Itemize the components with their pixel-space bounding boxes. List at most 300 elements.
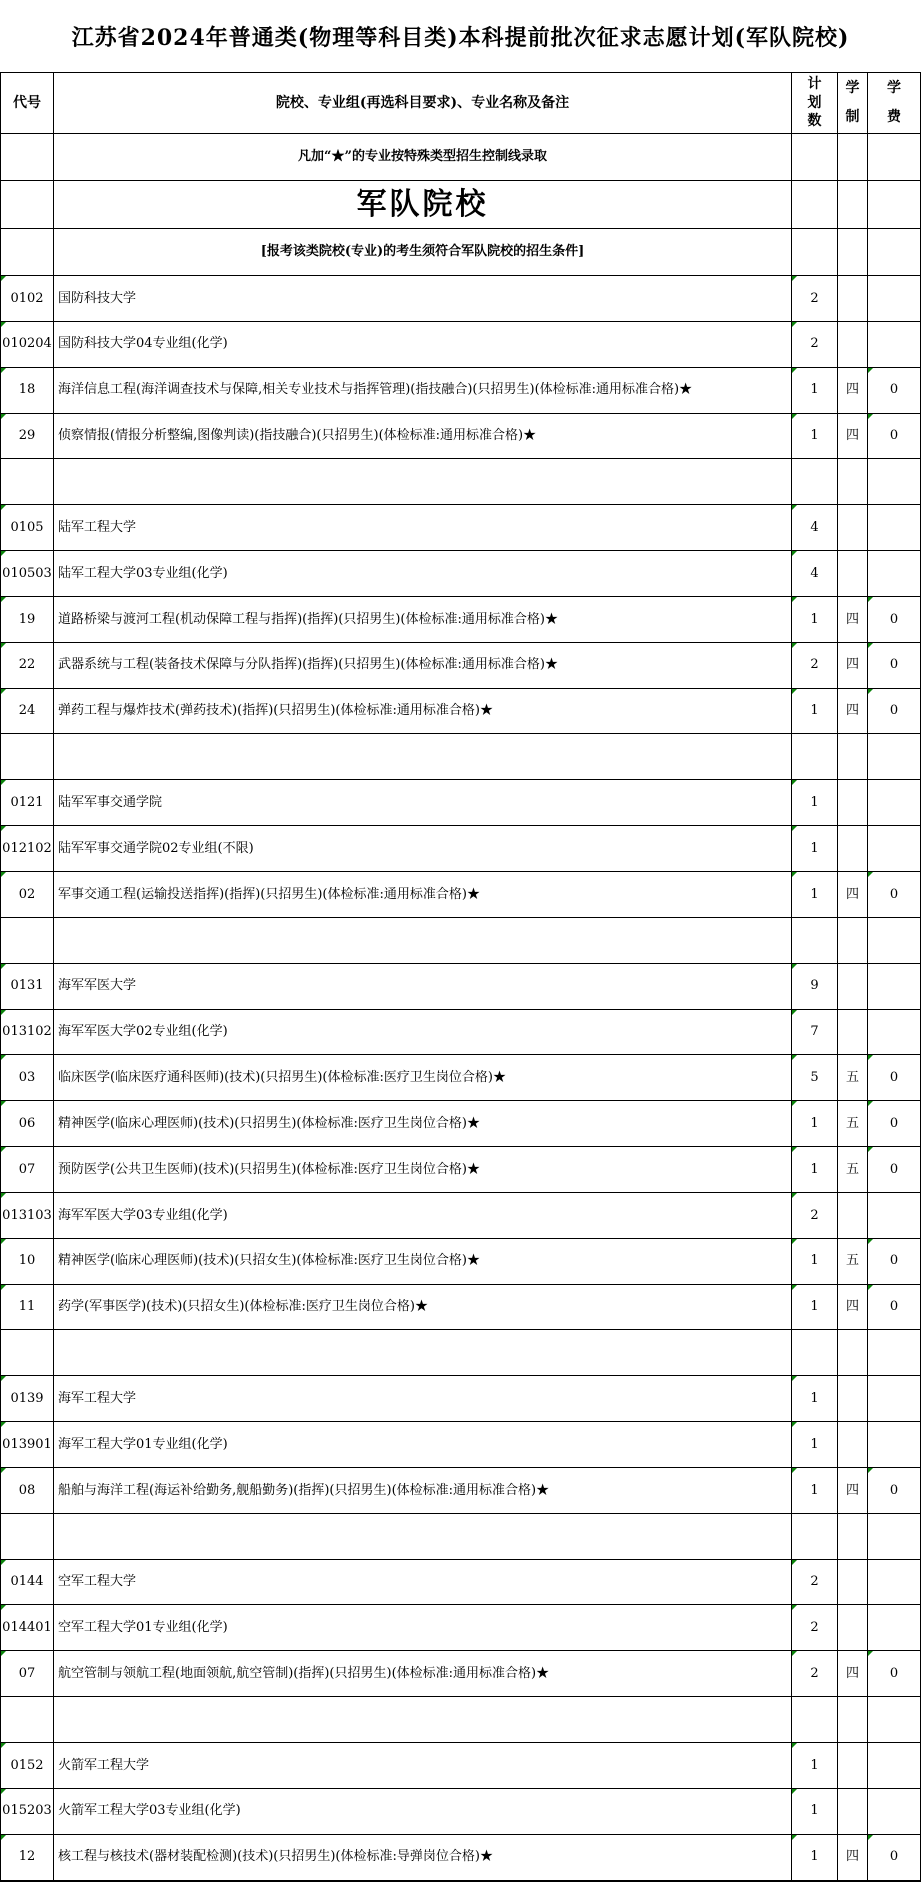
excel-flag-icon	[868, 872, 873, 877]
excel-flag-icon	[1, 1239, 6, 1244]
excel-flag-icon	[792, 1101, 797, 1106]
plan-count-text: 2	[810, 1574, 819, 1590]
major-cell	[54, 505, 792, 550]
duration-cell	[838, 181, 868, 228]
excel-flag-icon	[792, 322, 797, 327]
plan-cell	[792, 414, 838, 459]
table-row	[1, 1789, 920, 1835]
tuition-cell	[868, 414, 920, 459]
plan-count-text: 1	[810, 1803, 819, 1819]
duration-cell	[838, 1010, 868, 1055]
code-cell	[1, 1468, 54, 1513]
plan-cell	[792, 1055, 838, 1100]
code-text: 0139	[10, 1390, 44, 1406]
code-cell	[1, 918, 54, 963]
excel-flag-icon	[792, 1651, 797, 1656]
duration-cell	[838, 368, 868, 413]
plan-count-text: 4	[810, 565, 819, 581]
table-row	[1, 368, 920, 414]
major-cell	[54, 1422, 792, 1467]
table-row	[1, 322, 920, 368]
major-cell	[54, 780, 792, 825]
excel-flag-icon	[792, 1376, 797, 1381]
major-cell	[54, 1697, 792, 1742]
major-cell	[54, 689, 792, 734]
tuition-cell	[868, 826, 920, 871]
excel-flag-icon	[792, 1239, 797, 1244]
excel-flag-icon	[868, 597, 873, 602]
code-cell	[1, 1376, 54, 1421]
plan-count-text: 1	[810, 611, 819, 627]
excel-flag-icon	[868, 1055, 873, 1060]
plan-count-text: 5	[810, 1069, 819, 1085]
excel-flag-icon	[1, 1743, 6, 1748]
major-cell	[54, 229, 792, 275]
excel-flag-icon	[1, 872, 6, 877]
table-row	[1, 1055, 920, 1101]
excel-flag-icon	[792, 276, 797, 281]
code-text: 22	[18, 657, 36, 673]
major-text: 海军工程大学01专业组(化学)	[58, 1436, 228, 1452]
code-cell	[1, 1010, 54, 1055]
code-text: 19	[18, 611, 36, 627]
major-cell	[54, 181, 792, 228]
excel-flag-icon	[1, 826, 6, 831]
table-row	[1, 872, 920, 918]
code-text: 010204	[2, 336, 52, 352]
table-row	[1, 414, 920, 460]
excel-flag-icon	[792, 1789, 797, 1794]
major-text: 预防医学(公共卫生医师)(技术)(只招男生)(体检标准:医疗卫生岗位合格)★	[58, 1161, 480, 1177]
excel-flag-icon	[1, 1422, 6, 1427]
excel-flag-icon	[792, 1010, 797, 1015]
excel-flag-icon	[792, 1835, 797, 1840]
code-text: 0102	[10, 290, 44, 306]
excel-flag-icon	[792, 597, 797, 602]
code-text: 0105	[10, 519, 44, 535]
duration-cell	[838, 1789, 868, 1834]
excel-flag-icon	[868, 643, 873, 648]
tuition-cell	[868, 1835, 920, 1880]
major-cell	[54, 1468, 792, 1513]
excel-flag-icon	[868, 1651, 873, 1656]
major-cell	[54, 414, 792, 459]
empty-row	[1, 734, 920, 780]
tuition-text: 0	[889, 382, 899, 398]
excel-flag-icon	[1, 1193, 6, 1198]
plan-cell	[792, 1422, 838, 1467]
code-cell	[1, 181, 54, 228]
excel-flag-icon	[792, 1422, 797, 1427]
table-row	[1, 551, 920, 597]
plan-cell	[792, 322, 838, 367]
excel-flag-icon	[792, 780, 797, 785]
table-row	[1, 505, 920, 551]
code-cell	[1, 276, 54, 321]
condition-note-row	[1, 229, 920, 276]
tuition-cell	[868, 276, 920, 321]
duration-cell	[838, 459, 868, 504]
excel-flag-icon	[792, 872, 797, 877]
major-cell	[54, 368, 792, 413]
code-cell	[1, 1101, 54, 1146]
duration-cell	[838, 1376, 868, 1421]
plan-cell	[792, 643, 838, 688]
code-text: 010503	[2, 565, 52, 581]
excel-flag-icon	[792, 689, 797, 694]
code-text: 08	[18, 1482, 36, 1498]
code-text: 06	[18, 1115, 36, 1131]
table-row	[1, 1560, 920, 1606]
duration-cell	[838, 1422, 868, 1467]
excel-flag-icon	[1, 1101, 6, 1106]
plan-table	[0, 72, 921, 1882]
code-cell	[1, 689, 54, 734]
plan-cell	[792, 134, 838, 180]
tuition-cell	[868, 322, 920, 367]
table-row	[1, 780, 920, 826]
empty-row	[1, 918, 920, 964]
excel-flag-icon	[1, 1789, 6, 1794]
header-code-label: 代号	[13, 94, 41, 111]
table-row	[1, 1285, 920, 1331]
duration-text: 五	[845, 1253, 859, 1269]
plan-count-text: 1	[810, 1253, 819, 1269]
plan-count-text: 1	[810, 1436, 819, 1452]
plan-cell	[792, 1789, 838, 1834]
duration-cell	[838, 826, 868, 871]
duration-cell	[838, 780, 868, 825]
excel-flag-icon	[792, 1605, 797, 1610]
tuition-cell	[868, 1560, 920, 1605]
empty-row	[1, 1697, 920, 1743]
table-row	[1, 1101, 920, 1147]
header-tuition-label: 学费	[887, 80, 901, 125]
major-cell	[54, 1239, 792, 1284]
tuition-cell	[868, 505, 920, 550]
duration-text: 四	[845, 1665, 859, 1681]
major-cell	[54, 1330, 792, 1375]
code-cell	[1, 1422, 54, 1467]
major-text: 临床医学(临床医疗通科医师)(技术)(只招男生)(体检标准:医疗卫生岗位合格)★	[58, 1069, 506, 1085]
duration-cell	[838, 414, 868, 459]
code-text: 07	[18, 1665, 36, 1681]
major-text: 海洋信息工程(海洋调查技术与保障,相关专业技术与指挥管理)(指技融合)(只招男生)(体检标准:通用标准合格)★	[58, 382, 693, 398]
plan-count-text: 2	[810, 1620, 819, 1636]
tuition-text: 0	[889, 886, 899, 902]
code-text: 24	[18, 703, 36, 719]
header-plan-label: 计划数	[807, 75, 822, 130]
table-row	[1, 1010, 920, 1056]
tuition-text: 0	[889, 1161, 899, 1177]
plan-cell	[792, 964, 838, 1009]
tuition-cell	[868, 1330, 920, 1375]
excel-flag-icon	[868, 1468, 873, 1473]
code-text: 12	[18, 1849, 36, 1865]
section-title-text: 军队院校	[356, 186, 489, 222]
major-cell	[54, 597, 792, 642]
code-text: 013103	[2, 1207, 52, 1223]
code-cell	[1, 597, 54, 642]
tuition-cell	[868, 643, 920, 688]
excel-flag-icon	[1, 368, 6, 373]
excel-flag-icon	[1, 1560, 6, 1565]
major-text: 精神医学(临床心理医师)(技术)(只招女生)(体检标准:医疗卫生岗位合格)★	[58, 1253, 480, 1269]
major-cell	[54, 459, 792, 504]
code-cell	[1, 1055, 54, 1100]
plan-count-text: 2	[810, 336, 819, 352]
excel-flag-icon	[868, 689, 873, 694]
tuition-cell	[868, 1285, 920, 1330]
excel-flag-icon	[1, 643, 6, 648]
code-cell	[1, 872, 54, 917]
tuition-cell	[868, 1147, 920, 1192]
duration-cell	[838, 1835, 868, 1880]
excel-flag-icon	[792, 826, 797, 831]
star-rule-text: 凡加“★”的专业按特殊类型招生控制线录取	[298, 149, 547, 165]
excel-flag-icon	[1, 964, 6, 969]
excel-flag-icon	[792, 1147, 797, 1152]
header-tuition-cell	[868, 73, 920, 133]
code-cell	[1, 1697, 54, 1742]
plan-count-text: 1	[810, 703, 819, 719]
table-row	[1, 1376, 920, 1422]
duration-cell	[838, 643, 868, 688]
table-row	[1, 643, 920, 689]
major-text: 火箭军工程大学03专业组(化学)	[58, 1803, 241, 1819]
table-row	[1, 1743, 920, 1789]
plan-cell	[792, 181, 838, 228]
major-text: 国防科技大学04专业组(化学)	[58, 336, 228, 352]
excel-flag-icon	[1, 689, 6, 694]
code-cell	[1, 1147, 54, 1192]
major-cell	[54, 1743, 792, 1788]
excel-flag-icon	[1, 414, 6, 419]
tuition-cell	[868, 134, 920, 180]
excel-flag-icon	[1, 780, 6, 785]
code-cell	[1, 229, 54, 275]
code-cell	[1, 1651, 54, 1696]
duration-text: 四	[845, 886, 859, 902]
code-cell	[1, 1330, 54, 1375]
table-header-row	[1, 73, 920, 134]
table-row	[1, 1468, 920, 1514]
plan-count-text: 9	[810, 978, 819, 994]
major-cell	[54, 134, 792, 180]
duration-cell	[838, 872, 868, 917]
duration-cell	[838, 1147, 868, 1192]
duration-cell	[838, 1697, 868, 1742]
plan-count-text: 2	[810, 657, 819, 673]
plan-count-text: 1	[810, 1849, 819, 1865]
tuition-cell	[868, 689, 920, 734]
code-cell	[1, 734, 54, 779]
major-cell	[54, 1560, 792, 1605]
plan-cell	[792, 459, 838, 504]
major-text: 道路桥梁与渡河工程(机动保障工程与指挥)(指挥)(只招男生)(体检标准:通用标准合格)★	[58, 611, 558, 627]
tuition-cell	[868, 181, 920, 228]
code-cell	[1, 1743, 54, 1788]
code-text: 18	[18, 382, 36, 398]
code-text: 013901	[2, 1436, 52, 1452]
major-cell	[54, 1605, 792, 1650]
major-text: 船舶与海洋工程(海运补给勤务,舰船勤务)(指挥)(只招男生)(体检标准:通用标准合格)★	[58, 1482, 550, 1498]
major-cell	[54, 1055, 792, 1100]
major-cell	[54, 1193, 792, 1238]
plan-cell	[792, 1101, 838, 1146]
plan-cell	[792, 1697, 838, 1742]
duration-cell	[838, 276, 868, 321]
excel-flag-icon	[1, 1010, 6, 1015]
tuition-text: 0	[889, 1665, 899, 1681]
code-cell	[1, 322, 54, 367]
duration-text: 四	[845, 611, 859, 627]
code-cell	[1, 1835, 54, 1880]
major-text: 药学(军事医学)(技术)(只招女生)(体检标准:医疗卫生岗位合格)★	[58, 1299, 428, 1315]
plan-cell	[792, 1376, 838, 1421]
duration-cell	[838, 1514, 868, 1559]
plan-count-text: 1	[810, 1482, 819, 1498]
major-text: 火箭军工程大学	[58, 1757, 150, 1773]
major-cell	[54, 1285, 792, 1330]
plan-count-text: 1	[810, 382, 819, 398]
tuition-cell	[868, 1193, 920, 1238]
code-cell	[1, 1193, 54, 1238]
tuition-cell	[868, 1239, 920, 1284]
excel-flag-icon	[792, 964, 797, 969]
duration-cell	[838, 134, 868, 180]
plan-cell	[792, 918, 838, 963]
plan-cell	[792, 1239, 838, 1284]
code-cell	[1, 1514, 54, 1559]
duration-cell	[838, 918, 868, 963]
code-cell	[1, 964, 54, 1009]
excel-flag-icon	[868, 414, 873, 419]
excel-flag-icon	[792, 414, 797, 419]
tuition-text: 0	[889, 1115, 899, 1131]
code-cell	[1, 643, 54, 688]
tuition-text: 0	[889, 1253, 899, 1269]
excel-flag-icon	[1, 1055, 6, 1060]
plan-count-text: 1	[810, 1299, 819, 1315]
tuition-text: 0	[889, 703, 899, 719]
code-text: 0121	[10, 794, 44, 810]
page-title	[0, 0, 921, 72]
plan-cell	[792, 597, 838, 642]
code-cell	[1, 1285, 54, 1330]
tuition-cell	[868, 368, 920, 413]
code-cell	[1, 1789, 54, 1834]
table-row	[1, 964, 920, 1010]
tuition-cell	[868, 1468, 920, 1513]
excel-flag-icon	[1, 1605, 6, 1610]
tuition-text: 0	[889, 1849, 899, 1865]
major-cell	[54, 1835, 792, 1880]
excel-flag-icon	[792, 643, 797, 648]
excel-flag-icon	[1, 1147, 6, 1152]
duration-cell	[838, 1651, 868, 1696]
tuition-cell	[868, 1055, 920, 1100]
major-cell	[54, 643, 792, 688]
major-cell	[54, 1147, 792, 1192]
plan-count-text: 1	[810, 428, 819, 444]
plan-cell	[792, 780, 838, 825]
tuition-text: 0	[889, 1299, 899, 1315]
major-cell	[54, 734, 792, 779]
excel-flag-icon	[1, 505, 6, 510]
major-text: 军事交通工程(运输投送指挥)(指挥)(只招男生)(体检标准:通用标准合格)★	[58, 886, 480, 902]
empty-row	[1, 1514, 920, 1560]
code-cell	[1, 1605, 54, 1650]
excel-flag-icon	[792, 1285, 797, 1290]
plan-cell	[792, 1330, 838, 1375]
tuition-text: 0	[889, 1482, 899, 1498]
duration-cell	[838, 1193, 868, 1238]
plan-cell	[792, 872, 838, 917]
excel-flag-icon	[1, 597, 6, 602]
plan-cell	[792, 1651, 838, 1696]
plan-cell	[792, 1560, 838, 1605]
code-cell	[1, 368, 54, 413]
major-text: 航空管制与领航工程(地面领航,航空管制)(指挥)(只招男生)(体检标准:通用标准合格)★	[58, 1665, 550, 1681]
duration-cell	[838, 229, 868, 275]
tuition-cell	[868, 918, 920, 963]
major-cell	[54, 1376, 792, 1421]
code-text: 015203	[2, 1803, 52, 1819]
table-row	[1, 1147, 920, 1193]
tuition-text: 0	[889, 1069, 899, 1085]
major-text: 海军军医大学02专业组(化学)	[58, 1024, 228, 1040]
header-duration-label: 学制	[845, 80, 860, 125]
tuition-cell	[868, 1101, 920, 1146]
code-cell	[1, 414, 54, 459]
plan-cell	[792, 1193, 838, 1238]
plan-cell	[792, 1147, 838, 1192]
tuition-cell	[868, 229, 920, 275]
duration-cell	[838, 1743, 868, 1788]
tuition-cell	[868, 872, 920, 917]
table-row	[1, 1605, 920, 1651]
duration-cell	[838, 551, 868, 596]
duration-cell	[838, 505, 868, 550]
major-cell	[54, 1514, 792, 1559]
major-text: 空军工程大学	[58, 1574, 137, 1590]
excel-flag-icon	[1, 1651, 6, 1656]
major-text: 陆军军事交通学院	[58, 794, 163, 810]
code-cell	[1, 551, 54, 596]
condition-note-text: [报考该类院校(专业)的考生须符合军队院校的招生条件]	[260, 244, 585, 260]
plan-cell	[792, 551, 838, 596]
major-cell	[54, 918, 792, 963]
plan-count-text: 1	[810, 886, 819, 902]
tuition-text: 0	[889, 657, 899, 673]
tuition-cell	[868, 1697, 920, 1742]
duration-text: 四	[845, 1849, 859, 1865]
code-text: 03	[18, 1069, 36, 1085]
plan-cell	[792, 1743, 838, 1788]
plan-count-text: 1	[810, 1757, 819, 1773]
major-text: 武器系统与工程(装备技术保障与分队指挥)(指挥)(只招男生)(体检标准:通用标准合格)★	[58, 657, 558, 673]
excel-flag-icon	[1, 276, 6, 281]
duration-cell	[838, 1239, 868, 1284]
major-cell	[54, 964, 792, 1009]
table-row	[1, 1835, 920, 1881]
duration-cell	[838, 1468, 868, 1513]
table-row	[1, 1239, 920, 1285]
excel-flag-icon	[868, 1101, 873, 1106]
code-text: 012102	[2, 840, 52, 856]
excel-flag-icon	[1, 1376, 6, 1381]
